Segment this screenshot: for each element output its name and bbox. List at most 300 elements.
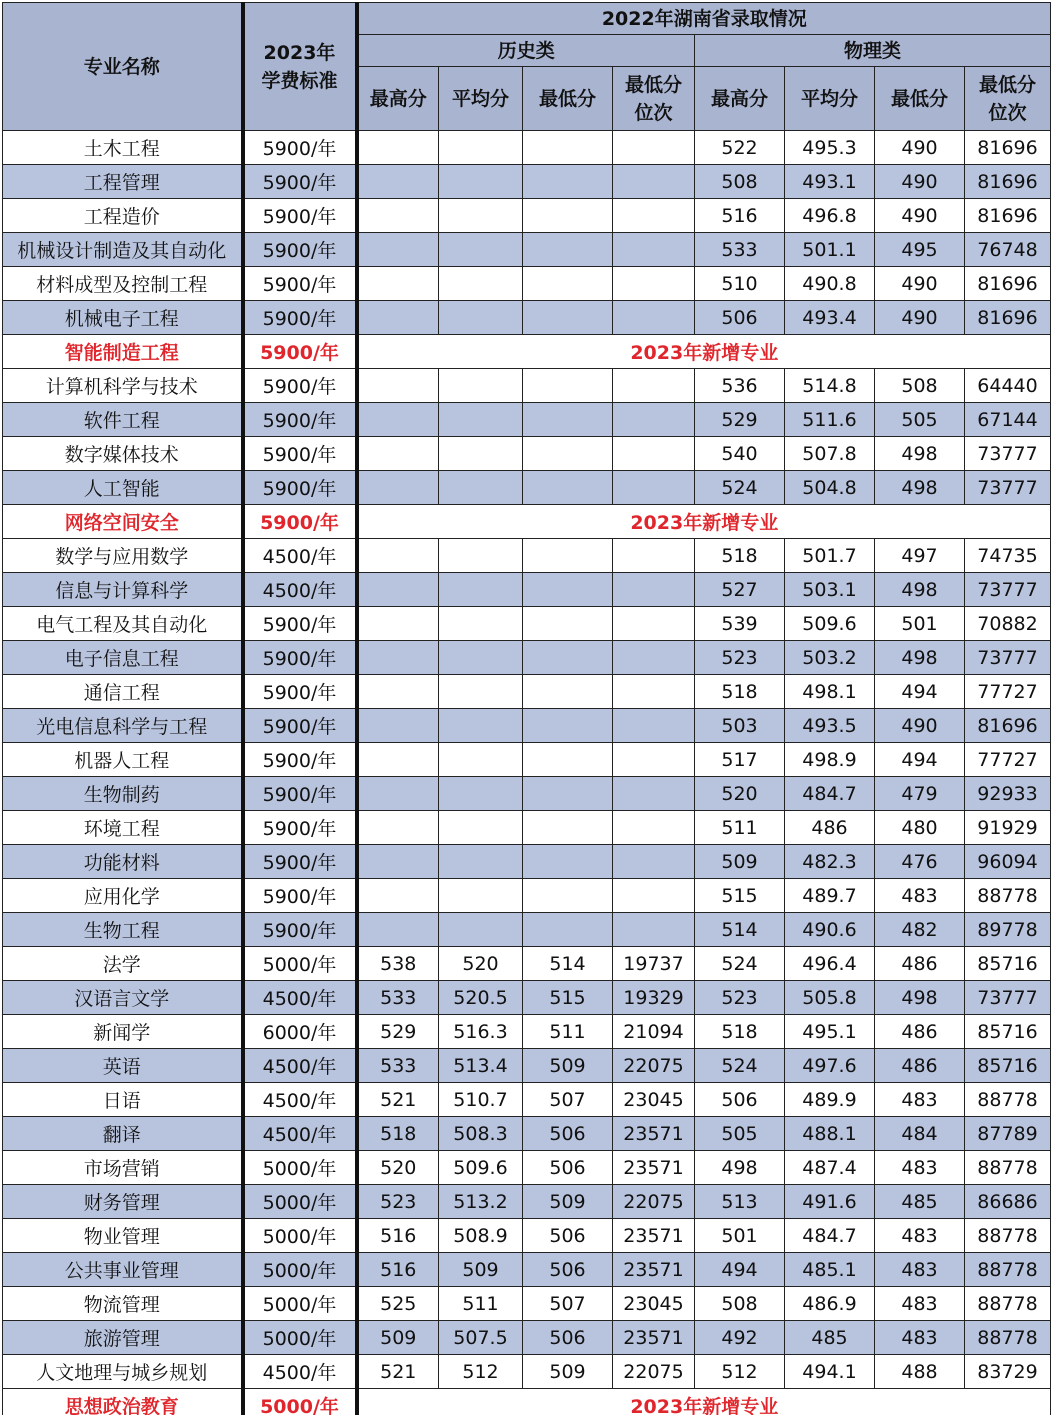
history-avg-cell (439, 165, 523, 199)
physics-max-cell: 494 (695, 1253, 785, 1287)
history-rank-cell (613, 879, 695, 913)
history-avg-cell (439, 199, 523, 233)
table-row (3, 1049, 1051, 1083)
major-name-cell: 新闻学 (3, 1015, 243, 1049)
history-rank-cell: 23045 (613, 1083, 695, 1117)
tuition-cell: 5900/年 (243, 913, 357, 947)
physics-max-cell: 503 (695, 709, 785, 743)
table-row (3, 709, 1051, 743)
physics-max-cell: 514 (695, 913, 785, 947)
physics-max-cell: 518 (695, 1015, 785, 1049)
physics-avg-cell: 504.8 (785, 471, 875, 505)
tuition-cell: 5900/年 (243, 709, 357, 743)
physics-max-cell: 513 (695, 1185, 785, 1219)
header-history-min: 最低分 (523, 67, 613, 131)
major-name-cell: 智能制造工程 (3, 335, 243, 369)
history-avg-cell (439, 403, 523, 437)
physics-rank-cell: 73777 (965, 437, 1051, 471)
header-history-avg: 平均分 (439, 67, 523, 131)
history-max-cell (357, 641, 439, 675)
physics-rank-cell: 96094 (965, 845, 1051, 879)
history-rank-cell: 22075 (613, 1185, 695, 1219)
history-min-cell (523, 199, 613, 233)
physics-min-cell: 486 (875, 1049, 965, 1083)
major-name-cell: 人文地理与城乡规划 (3, 1355, 243, 1389)
history-max-cell: 520 (357, 1151, 439, 1185)
physics-avg-cell: 484.7 (785, 777, 875, 811)
physics-avg-cell: 503.1 (785, 573, 875, 607)
history-min-cell (523, 913, 613, 947)
major-name-cell: 光电信息科学与工程 (3, 709, 243, 743)
major-name-cell: 电子信息工程 (3, 641, 243, 675)
table-row (3, 233, 1051, 267)
tuition-cell: 5900/年 (243, 845, 357, 879)
physics-rank-cell: 88778 (965, 1253, 1051, 1287)
major-name-cell: 物流管理 (3, 1287, 243, 1321)
major-name-cell: 材料成型及控制工程 (3, 267, 243, 301)
physics-avg-cell: 501.7 (785, 539, 875, 573)
history-max-cell (357, 573, 439, 607)
physics-min-cell: 501 (875, 607, 965, 641)
history-min-cell: 506 (523, 1117, 613, 1151)
table-row (3, 777, 1051, 811)
physics-rank-cell: 64440 (965, 369, 1051, 403)
physics-rank-cell: 74735 (965, 539, 1051, 573)
major-name-cell: 数字媒体技术 (3, 437, 243, 471)
history-max-cell: 525 (357, 1287, 439, 1321)
history-rank-cell (613, 539, 695, 573)
history-rank-cell (613, 845, 695, 879)
history-avg-cell: 508.9 (439, 1219, 523, 1253)
physics-rank-cell: 88778 (965, 1151, 1051, 1185)
history-min-cell: 515 (523, 981, 613, 1015)
header-history-rank-line2: 位次 (634, 101, 673, 124)
history-avg-cell (439, 675, 523, 709)
header-tuition-year: 2023年 (263, 41, 336, 64)
physics-min-cell: 498 (875, 641, 965, 675)
history-min-cell (523, 777, 613, 811)
history-max-cell: 529 (357, 1015, 439, 1049)
table-row (3, 947, 1051, 981)
history-rank-cell (613, 777, 695, 811)
major-name-cell: 电气工程及其自动化 (3, 607, 243, 641)
table-row (3, 1321, 1051, 1355)
history-min-cell: 506 (523, 1219, 613, 1253)
physics-avg-cell: 488.1 (785, 1117, 875, 1151)
history-rank-cell (613, 301, 695, 335)
physics-rank-cell: 81696 (965, 165, 1051, 199)
table-row (3, 573, 1051, 607)
history-max-cell (357, 777, 439, 811)
tuition-cell: 4500/年 (243, 1049, 357, 1083)
history-min-cell: 511 (523, 1015, 613, 1049)
history-max-cell (357, 539, 439, 573)
physics-max-cell: 512 (695, 1355, 785, 1389)
history-rank-cell (613, 675, 695, 709)
history-max-cell: 518 (357, 1117, 439, 1151)
physics-avg-cell: 514.8 (785, 369, 875, 403)
physics-min-cell: 490 (875, 267, 965, 301)
physics-min-cell: 485 (875, 1185, 965, 1219)
header-tuition (243, 3, 357, 131)
physics-min-cell: 482 (875, 913, 965, 947)
history-avg-cell (439, 709, 523, 743)
physics-min-cell: 483 (875, 1151, 965, 1185)
physics-avg-cell: 509.6 (785, 607, 875, 641)
history-rank-cell (613, 641, 695, 675)
header-physics: 物理类 (695, 35, 1051, 67)
physics-rank-cell: 88778 (965, 1287, 1051, 1321)
history-avg-cell: 513.4 (439, 1049, 523, 1083)
history-min-cell: 509 (523, 1355, 613, 1389)
history-rank-cell: 23571 (613, 1117, 695, 1151)
physics-avg-cell: 485.1 (785, 1253, 875, 1287)
history-min-cell (523, 165, 613, 199)
table-row (3, 1117, 1051, 1151)
table-row (3, 1253, 1051, 1287)
physics-min-cell: 479 (875, 777, 965, 811)
physics-avg-cell: 497.6 (785, 1049, 875, 1083)
table-row (3, 165, 1051, 199)
physics-avg-cell: 490.8 (785, 267, 875, 301)
physics-max-cell: 529 (695, 403, 785, 437)
physics-max-cell: 506 (695, 1083, 785, 1117)
tuition-cell: 5900/年 (243, 131, 357, 165)
history-rank-cell: 19737 (613, 947, 695, 981)
physics-rank-cell: 73777 (965, 641, 1051, 675)
history-rank-cell: 23571 (613, 1253, 695, 1287)
physics-max-cell: 522 (695, 131, 785, 165)
physics-rank-cell: 91929 (965, 811, 1051, 845)
major-name-cell: 网络空间安全 (3, 505, 243, 539)
history-max-cell (357, 437, 439, 471)
history-avg-cell (439, 607, 523, 641)
physics-avg-cell: 489.9 (785, 1083, 875, 1117)
history-min-cell (523, 675, 613, 709)
history-max-cell (357, 845, 439, 879)
major-name-cell: 通信工程 (3, 675, 243, 709)
physics-rank-cell: 88778 (965, 1321, 1051, 1355)
table-row (3, 879, 1051, 913)
table-row (3, 1219, 1051, 1253)
physics-rank-cell: 77727 (965, 675, 1051, 709)
tuition-cell: 5000/年 (243, 1185, 357, 1219)
major-name-cell: 计算机科学与技术 (3, 369, 243, 403)
history-rank-cell: 21094 (613, 1015, 695, 1049)
tuition-cell: 5000/年 (243, 1389, 357, 1415)
tuition-cell: 4500/年 (243, 573, 357, 607)
physics-rank-cell: 73777 (965, 573, 1051, 607)
table-row (3, 267, 1051, 301)
physics-avg-cell: 496.8 (785, 199, 875, 233)
header-history: 历史类 (357, 35, 695, 67)
physics-min-cell: 508 (875, 369, 965, 403)
physics-max-cell: 505 (695, 1117, 785, 1151)
major-name-cell: 信息与计算科学 (3, 573, 243, 607)
physics-min-cell: 483 (875, 1287, 965, 1321)
tuition-cell: 5900/年 (243, 777, 357, 811)
major-name-cell: 思想政治教育 (3, 1389, 243, 1415)
history-rank-cell (613, 369, 695, 403)
physics-min-cell: 490 (875, 131, 965, 165)
physics-max-cell: 536 (695, 369, 785, 403)
history-rank-cell (613, 131, 695, 165)
physics-min-cell: 498 (875, 437, 965, 471)
major-name-cell: 环境工程 (3, 811, 243, 845)
header-major-name: 专业名称 (3, 3, 243, 131)
table-row (3, 199, 1051, 233)
history-max-cell (357, 403, 439, 437)
physics-max-cell: 501 (695, 1219, 785, 1253)
physics-rank-cell: 92933 (965, 777, 1051, 811)
physics-rank-cell: 83729 (965, 1355, 1051, 1389)
history-rank-cell (613, 199, 695, 233)
history-max-cell: 521 (357, 1355, 439, 1389)
tuition-cell: 5900/年 (243, 505, 357, 539)
physics-rank-cell: 81696 (965, 301, 1051, 335)
history-max-cell (357, 811, 439, 845)
history-avg-cell: 516.3 (439, 1015, 523, 1049)
physics-avg-cell: 482.3 (785, 845, 875, 879)
physics-rank-cell: 88778 (965, 879, 1051, 913)
physics-min-cell: 480 (875, 811, 965, 845)
history-min-cell (523, 267, 613, 301)
history-avg-cell (439, 471, 523, 505)
major-name-cell: 机械电子工程 (3, 301, 243, 335)
tuition-cell: 4500/年 (243, 1117, 357, 1151)
major-name-cell: 市场营销 (3, 1151, 243, 1185)
history-max-cell (357, 369, 439, 403)
history-min-cell (523, 539, 613, 573)
physics-avg-cell: 503.2 (785, 641, 875, 675)
tuition-cell: 5000/年 (243, 1253, 357, 1287)
major-name-cell: 日语 (3, 1083, 243, 1117)
physics-rank-cell: 88778 (965, 1219, 1051, 1253)
table-row (3, 539, 1051, 573)
header-physics-min: 最低分 (875, 67, 965, 131)
history-avg-cell: 509 (439, 1253, 523, 1287)
table-row (3, 1185, 1051, 1219)
physics-max-cell: 511 (695, 811, 785, 845)
physics-avg-cell: 486.9 (785, 1287, 875, 1321)
tuition-cell: 5900/年 (243, 607, 357, 641)
table-row (3, 1355, 1051, 1389)
header-history-max: 最高分 (357, 67, 439, 131)
history-rank-cell (613, 573, 695, 607)
history-avg-cell: 520.5 (439, 981, 523, 1015)
history-max-cell: 523 (357, 1185, 439, 1219)
header-physics-rank-line1: 最低分 (979, 73, 1037, 96)
history-avg-cell (439, 267, 523, 301)
physics-max-cell: 523 (695, 981, 785, 1015)
physics-max-cell: 527 (695, 573, 785, 607)
table-row (3, 301, 1051, 335)
history-avg-cell: 509.6 (439, 1151, 523, 1185)
physics-max-cell: 518 (695, 675, 785, 709)
history-rank-cell (613, 233, 695, 267)
history-max-cell: 509 (357, 1321, 439, 1355)
tuition-cell: 5900/年 (243, 879, 357, 913)
physics-max-cell: 539 (695, 607, 785, 641)
physics-min-cell: 505 (875, 403, 965, 437)
history-max-cell (357, 471, 439, 505)
history-min-cell: 514 (523, 947, 613, 981)
history-rank-cell (613, 743, 695, 777)
tuition-cell: 6000/年 (243, 1015, 357, 1049)
physics-rank-cell: 70882 (965, 607, 1051, 641)
history-min-cell (523, 471, 613, 505)
history-min-cell (523, 709, 613, 743)
history-avg-cell: 520 (439, 947, 523, 981)
table-row (3, 641, 1051, 675)
major-name-cell: 翻译 (3, 1117, 243, 1151)
header-admission-title: 2022年湖南省录取情况 (357, 3, 1051, 35)
physics-min-cell: 488 (875, 1355, 965, 1389)
history-avg-cell: 510.7 (439, 1083, 523, 1117)
header-physics-avg: 平均分 (785, 67, 875, 131)
history-rank-cell: 23571 (613, 1321, 695, 1355)
table-row (3, 1151, 1051, 1185)
history-avg-cell (439, 539, 523, 573)
history-rank-cell: 23571 (613, 1151, 695, 1185)
physics-rank-cell: 73777 (965, 471, 1051, 505)
history-max-cell: 533 (357, 981, 439, 1015)
physics-min-cell: 483 (875, 1321, 965, 1355)
history-avg-cell (439, 879, 523, 913)
physics-rank-cell: 76748 (965, 233, 1051, 267)
physics-avg-cell: 498.1 (785, 675, 875, 709)
table-row (3, 743, 1051, 777)
physics-rank-cell: 86686 (965, 1185, 1051, 1219)
physics-min-cell: 494 (875, 743, 965, 777)
physics-rank-cell: 85716 (965, 947, 1051, 981)
physics-rank-cell: 87789 (965, 1117, 1051, 1151)
history-avg-cell: 511 (439, 1287, 523, 1321)
tuition-cell: 5900/年 (243, 811, 357, 845)
physics-min-cell: 486 (875, 1015, 965, 1049)
physics-max-cell: 524 (695, 471, 785, 505)
physics-max-cell: 498 (695, 1151, 785, 1185)
major-name-cell: 财务管理 (3, 1185, 243, 1219)
tuition-cell: 5900/年 (243, 301, 357, 335)
history-max-cell (357, 199, 439, 233)
tuition-cell: 5900/年 (243, 335, 357, 369)
major-name-cell: 工程管理 (3, 165, 243, 199)
history-avg-cell (439, 131, 523, 165)
history-avg-cell: 513.2 (439, 1185, 523, 1219)
physics-max-cell: 516 (695, 199, 785, 233)
history-rank-cell (613, 811, 695, 845)
history-avg-cell (439, 641, 523, 675)
history-max-cell (357, 165, 439, 199)
history-max-cell (357, 607, 439, 641)
admission-table (2, 2, 1051, 1415)
tuition-cell: 5900/年 (243, 267, 357, 301)
history-avg-cell: 508.3 (439, 1117, 523, 1151)
history-min-cell (523, 743, 613, 777)
physics-avg-cell: 490.6 (785, 913, 875, 947)
tuition-cell: 5900/年 (243, 165, 357, 199)
tuition-cell: 5000/年 (243, 1321, 357, 1355)
history-avg-cell (439, 913, 523, 947)
history-max-cell (357, 879, 439, 913)
physics-avg-cell: 486 (785, 811, 875, 845)
major-name-cell: 功能材料 (3, 845, 243, 879)
major-name-cell: 人工智能 (3, 471, 243, 505)
physics-min-cell: 497 (875, 539, 965, 573)
physics-max-cell: 515 (695, 879, 785, 913)
history-min-cell (523, 845, 613, 879)
physics-min-cell: 483 (875, 1083, 965, 1117)
major-name-cell: 数学与应用数学 (3, 539, 243, 573)
physics-min-cell: 490 (875, 709, 965, 743)
history-avg-cell (439, 777, 523, 811)
history-avg-cell (439, 743, 523, 777)
history-rank-cell (613, 709, 695, 743)
tuition-cell: 5900/年 (243, 369, 357, 403)
major-name-cell: 工程造价 (3, 199, 243, 233)
header-tuition-label: 学费标准 (261, 69, 338, 92)
physics-max-cell: 509 (695, 845, 785, 879)
history-min-cell: 507 (523, 1287, 613, 1321)
history-max-cell: 538 (357, 947, 439, 981)
physics-rank-cell: 88778 (965, 1083, 1051, 1117)
physics-max-cell: 508 (695, 1287, 785, 1321)
major-name-cell: 生物工程 (3, 913, 243, 947)
physics-rank-cell: 81696 (965, 199, 1051, 233)
history-max-cell: 533 (357, 1049, 439, 1083)
tuition-cell: 5900/年 (243, 233, 357, 267)
history-rank-cell (613, 267, 695, 301)
table-row (3, 437, 1051, 471)
history-avg-cell (439, 437, 523, 471)
tuition-cell: 5000/年 (243, 1219, 357, 1253)
physics-rank-cell: 77727 (965, 743, 1051, 777)
history-min-cell: 509 (523, 1049, 613, 1083)
history-rank-cell: 19329 (613, 981, 695, 1015)
history-avg-cell: 507.5 (439, 1321, 523, 1355)
header-history-rank-line1: 最低分 (624, 73, 682, 96)
physics-max-cell: 523 (695, 641, 785, 675)
physics-max-cell: 510 (695, 267, 785, 301)
physics-min-cell: 483 (875, 1253, 965, 1287)
history-rank-cell: 23571 (613, 1219, 695, 1253)
physics-min-cell: 498 (875, 981, 965, 1015)
table-row (3, 335, 1051, 369)
history-min-cell (523, 641, 613, 675)
header-physics-rank-line2: 位次 (988, 101, 1027, 124)
history-max-cell (357, 709, 439, 743)
physics-max-cell: 492 (695, 1321, 785, 1355)
history-min-cell (523, 369, 613, 403)
physics-rank-cell: 73777 (965, 981, 1051, 1015)
physics-max-cell: 533 (695, 233, 785, 267)
history-avg-cell: 512 (439, 1355, 523, 1389)
history-min-cell (523, 811, 613, 845)
history-min-cell (523, 607, 613, 641)
history-min-cell (523, 573, 613, 607)
major-name-cell: 旅游管理 (3, 1321, 243, 1355)
major-name-cell: 应用化学 (3, 879, 243, 913)
table-row (3, 845, 1051, 879)
history-avg-cell (439, 233, 523, 267)
major-name-cell: 机器人工程 (3, 743, 243, 777)
history-min-cell: 506 (523, 1253, 613, 1287)
history-max-cell: 516 (357, 1253, 439, 1287)
history-max-cell (357, 743, 439, 777)
history-avg-cell (439, 845, 523, 879)
history-min-cell (523, 301, 613, 335)
